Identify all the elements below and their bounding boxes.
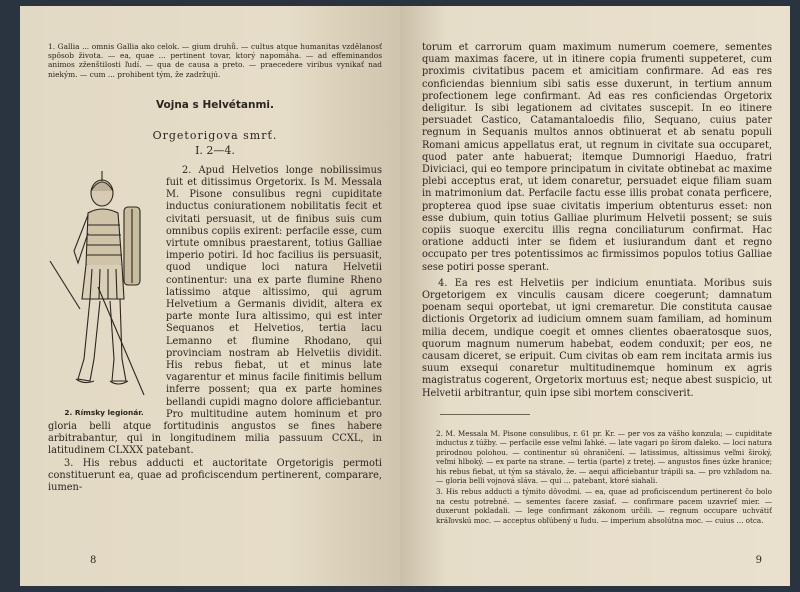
right-page-number: 9 [755, 555, 762, 566]
left-paragraph-3: 3. His rebus adducti et auctoritate Orgetorigis permoti constituerunt ea, quae ad proficiscendum pertinerent, comparare, iumen- [48, 457, 382, 494]
left-page [20, 6, 400, 586]
section-heading: Vojna s Helvétanmi. [155, 98, 275, 111]
right-paragraph-continued: torum et carrorum quam maximum numerum coemere, sementes quam maximas facere, ut in itinere copia frumenti suppeteret, cum proximis civitatibus pacem et amicitiam confirmare. Ad eas res conficiendas biennium sibi satis esse duxerunt, in tertium annum profectionem lege confirmant. Ad eas res conficiendas Orgetorix deligitur. Is sibi legationem ad civitates suscepit. In eo itinere persuadet Castico, Catamantaloedis filio, Sequano, cuius pater regnum in Sequanis multos annos obtinuerat et ab senatu populi Romani amicus appellatus erat, ut regnum in civitate sua occuparet, quod pater ante habuerat; itemque Dumnorigi Haeduo, fratri Diviciaci, qui eo tempore principatum in civitate obtinebat ac maxime plebi acceptus erat, ut idem conaretur, persuadet eique filiam suam in matrimonium dat. Perfacile factu esse illis probat conata perficere, propterea quod ipse suae civitatis imperium obtenturus esset: non esse dubium, quin totius Galliae plurimum Helvetii possent; se suis copiis suoque exercitu illis regna conciliaturum confirmat. Hac oratione adducti inter se fidem et iusiurandum dant et regno occupato per tres potentissimos ac firmissimos populos totius Galliae sese potiri posse sperant. [422, 42, 772, 273]
left-footnote: 1. Gallia ... omnis Gallia ako celok. — gium druhů. — cultus atque humanitas vzdělanosť spôsob života. — ea, quae ... pertinent tovar, ktorý napomáha. — ad effeminandos animos zženštilosti ľudí. — qua de causa a preto. — praecedere viribus vynikať nad niekým. — cum ... prohibent tým, že zadržujú. [48, 42, 382, 79]
chapter-reference: I. 2—4. [195, 143, 235, 157]
left-paragraph-2: 2. Apud Helvetios longe nobilissimus fuit et ditissimus Orgetorix. Is M. Messala M. Pisone consulibus regni cupiditate inductus coniurationem nobilitatis fecit et civitati persuasit, ut de finibus suis cum omnibus copiis exirent: perfacile esse, cum virtute omnibus praestarent, totius Galliae imperio potiri. Id hoc facilius iis persuasit, quod undique loci natura Helvetii continentur: una ex parte flumine Rheno latissimo atque altissimo, qui agrum Helvetium a Germanis dividit, altera ex parte monte Iura altissimo, qui est inter Sequanos et Helvetios, tertia lacu Lemanno et flumine Rhodano, qui provinciam nostram ab Helvetiis dividit. His rebus fiebat, ut et minus late vagarentur et minus facile finitimis bellum inferre possent; qua ex parte homines bellandi cupidi magno dolore afficiebantur. Pro multitudine autem hominum et pro gloria belli atque fortitudinis angustos se fines habere arbitrabantur, qui in longitudinem milia passuum CCXL, in latitudinem CLXXX patebant. [48, 164, 382, 457]
footnotes-chapter-3: 3. His rebus adducti a týmito dôvodmi. — ea, quae ad proficiscendum pertinerent čo bolo na cestu potrebné. — sementes facere zasiať. — confirmare pacem uzavrieť mier. — duxerunt pokladali. — lege confirmant zákonom určili. — regnum occupare uchvátiť kráľovskú moc. — acceptus obľúbený u ľudu. — imperium absolútna moc. — cuius ... otca. [436, 487, 772, 525]
subsection-heading: Orgetorigova smrť. [152, 128, 278, 142]
footnote-rule [440, 414, 530, 415]
left-page-number: 8 [90, 555, 97, 566]
right-paragraph-4: 4. Ea res est Helvetiis per indicium enuntiata. Moribus suis Orgetorigem ex vinculis causam dicere coegerunt; damnatum poenam sequi oportebat, ut igni cremaretur. Die constituta causae dictionis Orgetorix ad iudicium omnem suam familiam, ad hominum milia decem, undique coegit et omnes clientes obaeratosque suos, quorum magnum numerum habebat, eodem conduxit; per eos, ne causam diceret, se eripuit. Cum civitas ob eam rem incitata armis ius suum exsequi conaretur multitudinemque hominum ex agris magistratus cogerent, Orgetorix mortuus est; neque abest suspicio, ut Helvetii arbitrantur, quin ipse sibi mortem consciverit. [422, 277, 772, 399]
legionary-illustration [48, 169, 160, 417]
footnotes-chapter-2: 2. M. Messala M. Pisone consulibus, r. 61 pr. Kr. — per vos za vášho konzula; — cupiditate inductus z túžby. — perfacile esse veľmi ľahké. — late vagari po šírom ďaleko. — loci natura prírodnou polohou. — continentur sú ohraničení. — latissimus, altissimus veľmi široký, veľmi hlboký. — ex parte na strane. — tertia (parte) z tretej. — angustos fines úzke hranice; his rebus fiebat, ut tým sa stávalo, že. — aequi afficiebantur trápili sa. — pro vzhľadom na. — gloria belli vojnová sláva. — qui ... patebant, ktoré siahali. [436, 428, 772, 485]
right-page [400, 6, 790, 586]
illustration-caption: 2. Rímsky legionár. [64, 407, 144, 417]
legionary-drawing [48, 169, 160, 405]
